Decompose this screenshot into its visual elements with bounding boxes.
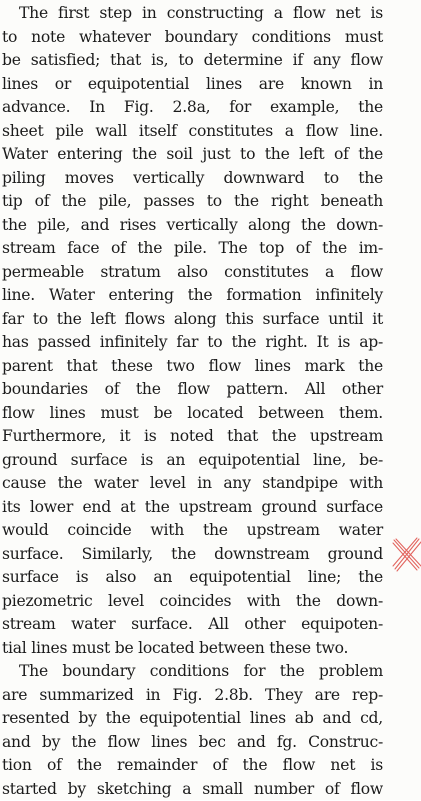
text-line: Water entering the soil just to the left of the [0,143,383,167]
text-line: surface is also an equipotential line; the [0,566,383,590]
text-line: tip of the pile, passes to the right beneath [0,190,383,214]
text-line: be satisfied; that is, to determine if any flow [0,49,383,73]
text-line: lines or equipotential lines are known in [0,73,383,97]
text-line: The boundary conditions for the problem [0,660,383,684]
text-line: boundaries of the flow pattern. All other [0,378,383,402]
body-text [0,2,383,801]
cross-mark-icon [390,536,421,572]
text-line: to note whatever boundary conditions must [0,26,383,50]
text-line: has passed infinitely far to the right. It is ap- [0,331,383,355]
text-line: The first step in constructing a flow net is [0,2,383,26]
text-line: would coincide with the upstream water [0,519,383,543]
text-line: sheet pile wall itself constitutes a flow line. [0,120,383,144]
text-line: line. Water entering the formation infinitely [0,284,383,308]
text-line: resented by the equipotential lines ab and cd, [0,707,383,731]
text-line: are summarized in Fig. 2.8b. They are rep- [0,684,383,708]
text-line: Furthermore, it is noted that the upstream [0,425,383,449]
text-line: permeable stratum also constitutes a flow [0,261,383,285]
text-line: far to the left flows along this surface until it [0,308,383,332]
text-line: cause the water level in any standpipe with [0,472,383,496]
text-line: flow lines must be located between them. [0,402,383,426]
text-line: started by sketching a small number of flow [0,778,383,801]
text-line: stream water surface. All other equipoten- [0,613,383,637]
text-line: piling moves vertically downward to the [0,167,383,191]
text-line: surface. Similarly, the downstream ground [0,543,383,567]
text-line: tial lines must be located between these two. [0,637,383,661]
text-line: and by the flow lines bec and fg. Construc- [0,731,383,755]
text-line: ground surface is an equipotential line, be- [0,449,383,473]
text-line: parent that these two flow lines mark the [0,355,383,379]
text-line: its lower end at the upstream ground surface [0,496,383,520]
text-line: stream face of the pile. The top of the im- [0,237,383,261]
paragraph-1 [0,2,383,660]
text-line: tion of the remainder of the flow net is [0,754,383,778]
text-line: piezometric level coincides with the down- [0,590,383,614]
text-line: the pile, and rises vertically along the down- [0,214,383,238]
paragraph-2 [0,660,383,801]
text-line: advance. In Fig. 2.8a, for example, the [0,96,383,120]
